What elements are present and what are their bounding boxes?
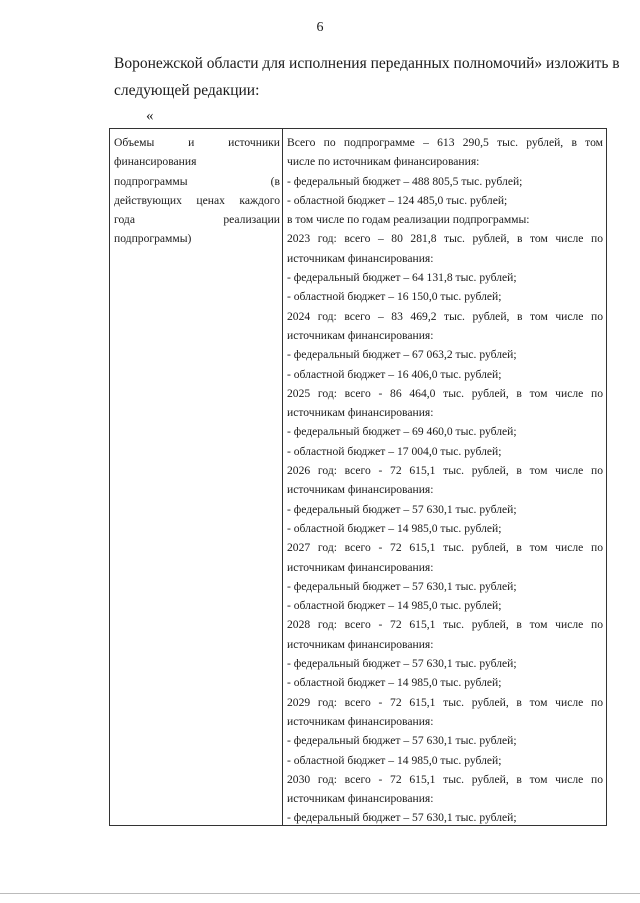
table-line: - федеральный бюджет – 57 630,1 тыс. рублей; [287, 734, 517, 748]
table-line: - федеральный бюджет – 64 131,8 тыс. рублей; [287, 271, 517, 285]
table-line: 2028 год: всего - 72 615,1 тыс. рублей, в том числе по [287, 618, 603, 632]
table-line: 2027 год: всего - 72 615,1 тыс. рублей, в том числе по [287, 541, 603, 555]
table-line: - областной бюджет – 14 985,0 тыс. рублей; [287, 521, 502, 535]
intro-line: Воронежской области для исполнения переданных полномочий» изложить в [114, 55, 620, 72]
table-line: источникам финансирования: [287, 483, 434, 497]
table-value-cell [283, 129, 606, 825]
table-line: - федеральный бюджет – 488 805,5 тыс. рублей; [287, 174, 523, 188]
table-line: - федеральный бюджет – 67 063,2 тыс. рублей; [287, 348, 517, 362]
table-line: источникам финансирования: [287, 637, 434, 651]
table-line: в том числе по годам реализации подпрограммы: [287, 213, 530, 227]
table-line: - федеральный бюджет – 57 630,1 тыс. рублей; [287, 657, 517, 671]
table-line: - областной бюджет – 16 406,0 тыс. рублей; [287, 367, 502, 381]
table-line: - областной бюджет – 16 150,0 тыс. рублей; [287, 290, 502, 304]
table-line: источникам финансирования: [287, 792, 434, 806]
table-line: 2026 год: всего - 72 615,1 тыс. рублей, в том числе по [287, 464, 603, 478]
intro-line: следующей редакции: [114, 82, 260, 99]
opening-quote: « [146, 108, 154, 124]
table-line: числе по источникам финансирования: [287, 155, 480, 169]
table-line: - областной бюджет – 17 004,0 тыс. рублей; [287, 444, 502, 458]
table-line: Всего по подпрограмме – 613 290,5 тыс. рублей, в том [287, 136, 603, 149]
table-line: - федеральный бюджет – 57 630,1 тыс. рублей; [287, 502, 517, 516]
table-line: действующих ценах каждого [114, 193, 280, 207]
table-line: года реализации [114, 213, 280, 227]
intro-paragraph [114, 50, 620, 104]
table-line: источникам финансирования: [287, 328, 434, 342]
table-label-cell [110, 129, 283, 825]
table-line: 2030 год: всего - 72 615,1 тыс. рублей, в том числе по [287, 772, 603, 786]
table-line: источникам финансирования: [287, 251, 434, 265]
table-line: 2029 год: всего - 72 615,1 тыс. рублей, в том числе по [287, 695, 603, 709]
table-line: источникам финансирования: [287, 406, 434, 420]
table-line: - областной бюджет – 124 485,0 тыс. рублей; [287, 193, 508, 207]
table-line: 2023 год: всего – 80 281,8 тыс. рублей, в том числе по [287, 232, 603, 246]
table-line: - федеральный бюджет – 57 630,1 тыс. рублей; [287, 811, 517, 825]
table-line: подпрограммы (в [114, 174, 280, 188]
financing-table [109, 128, 607, 826]
page-number: 6 [316, 20, 324, 35]
table-line: - областной бюджет – 14 985,0 тыс. рублей; [287, 753, 502, 767]
table-line: источникам финансирования: [287, 714, 434, 728]
table-line: 2024 год: всего – 83 469,2 тыс. рублей, в том числе по [287, 309, 603, 323]
table-line: Объемы и источники [114, 136, 280, 149]
table-line: подпрограммы) [114, 232, 192, 246]
table-line: 2025 год: всего - 86 464,0 тыс. рублей, в том числе по [287, 386, 603, 400]
table-line: источникам финансирования: [287, 560, 434, 574]
table-line: - федеральный бюджет – 57 630,1 тыс. рублей; [287, 579, 517, 593]
table-line: - федеральный бюджет – 69 460,0 тыс. рублей; [287, 425, 517, 439]
page-bottom-rule [0, 893, 640, 894]
table-line: - областной бюджет – 14 985,0 тыс. рублей; [287, 676, 502, 690]
table-line: - областной бюджет – 14 985,0 тыс. рублей; [287, 599, 502, 613]
table-line: финансирования [114, 155, 197, 169]
